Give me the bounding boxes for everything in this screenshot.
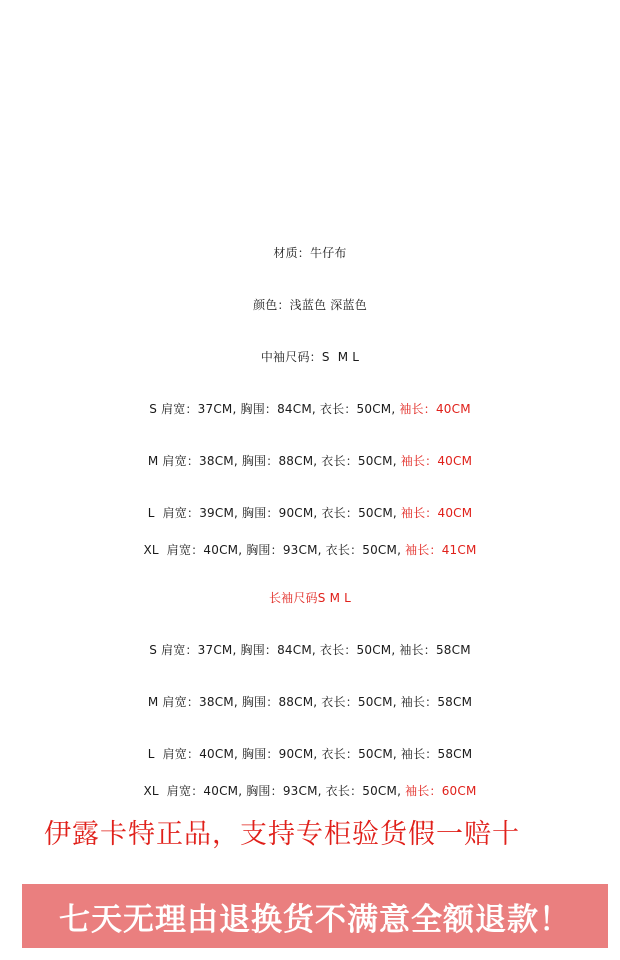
color-line: 颜色：浅蓝色 深蓝色 xyxy=(253,298,367,312)
row-measurements: L 肩宽：39CM, 胸围：90CM, 衣长：50CM, xyxy=(147,506,401,520)
material-line: 材质：牛仔布 xyxy=(273,246,347,260)
row-measurements: M 肩宽：38CM, 胸围：88CM, 衣长：50CM, 袖长：58CM xyxy=(147,695,473,709)
long-sleeve-title: 长袖尺码S M L xyxy=(268,591,352,605)
row-measurements: M 肩宽：38CM, 胸围：88CM, 衣长：50CM, xyxy=(147,454,401,468)
mid-sleeve-title: 中袖尺码：S M L xyxy=(260,350,360,364)
row-sleeve-length: 袖长：40CM xyxy=(399,402,471,416)
return-policy-banner xyxy=(22,884,608,948)
long-sleeve-row-xl xyxy=(0,783,620,799)
mid-sleeve-row-m xyxy=(0,453,620,469)
promo-headline: 伊露卡特正品，支持专柜验货假一赔十 xyxy=(44,819,520,850)
long-sleeve-row-s xyxy=(0,642,620,658)
row-measurements: XL 肩宽：40CM, 胸围：93CM, 衣长：50CM, xyxy=(143,784,406,798)
long-sleeve-row-l xyxy=(0,746,620,762)
row-sleeve-length: 袖长：41CM xyxy=(405,543,477,557)
mid-sleeve-row-xl xyxy=(0,542,620,558)
banner-text: 七天无理由退换货不满意全额退款！ xyxy=(59,901,571,938)
row-measurements: L 肩宽：40CM, 胸围：90CM, 衣长：50CM, 袖长：58CM xyxy=(147,747,473,761)
row-sleeve-length: 袖长：40CM xyxy=(400,506,473,520)
row-measurements: XL 肩宽：40CM, 胸围：93CM, 衣长：50CM, xyxy=(143,543,406,557)
row-sleeve-length: 袖长：60CM xyxy=(405,784,477,798)
mid-sleeve-row-s xyxy=(0,401,620,417)
row-sleeve-length: 袖长：40CM xyxy=(400,454,473,468)
row-measurements: S 肩宽：37CM, 胸围：84CM, 衣长：50CM, xyxy=(149,402,400,416)
mid-sleeve-row-l xyxy=(0,505,620,521)
long-sleeve-row-m xyxy=(0,694,620,710)
row-measurements: S 肩宽：37CM, 胸围：84CM, 衣长：50CM, 袖长：58CM xyxy=(149,643,471,657)
